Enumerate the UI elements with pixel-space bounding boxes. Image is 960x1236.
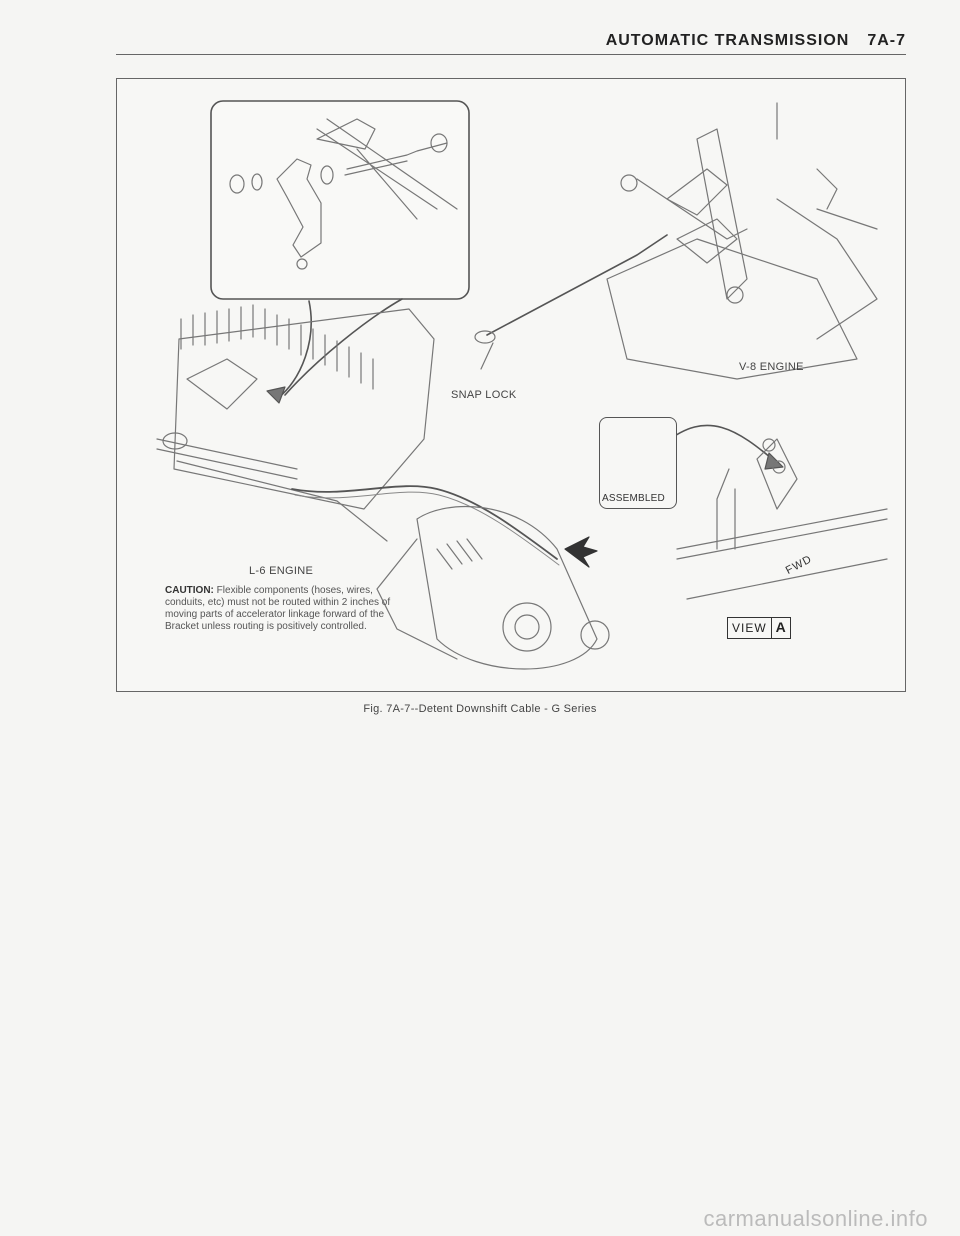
view-a-badge (727, 617, 791, 639)
view-a-marker (565, 537, 597, 567)
page-number: 7A-7 (867, 32, 906, 49)
label-l6-engine: L-6 ENGINE (249, 565, 314, 577)
caution-note (165, 585, 415, 633)
view-letter: A (771, 618, 790, 638)
label-v8-engine: V-8 ENGINE (739, 361, 804, 373)
label-fwd: FWD (783, 553, 815, 577)
figure-frame (116, 78, 906, 692)
figure-caption: Fig. 7A-7--Detent Downshift Cable - G Series (363, 703, 597, 715)
assembled-inset (599, 417, 677, 509)
label-snap-lock: SNAP LOCK (451, 389, 517, 401)
label-assembled: ASSEMBLED (602, 493, 665, 504)
running-head (606, 32, 906, 50)
caution-heading: CAUTION: (165, 585, 214, 596)
caution-text: Flexible components (hoses, wires, conduits, etc) must not be routed within 2 inches of moving parts of accelerator linkage forward of the Bracket unless routing is positively controlled. (165, 585, 391, 632)
view-word: VIEW (732, 621, 767, 635)
watermark: carmanualsonline.info (703, 1206, 928, 1231)
header-rule (116, 54, 906, 55)
section-title: AUTOMATIC TRANSMISSION (605, 32, 850, 49)
detail-inset-box (211, 101, 469, 299)
